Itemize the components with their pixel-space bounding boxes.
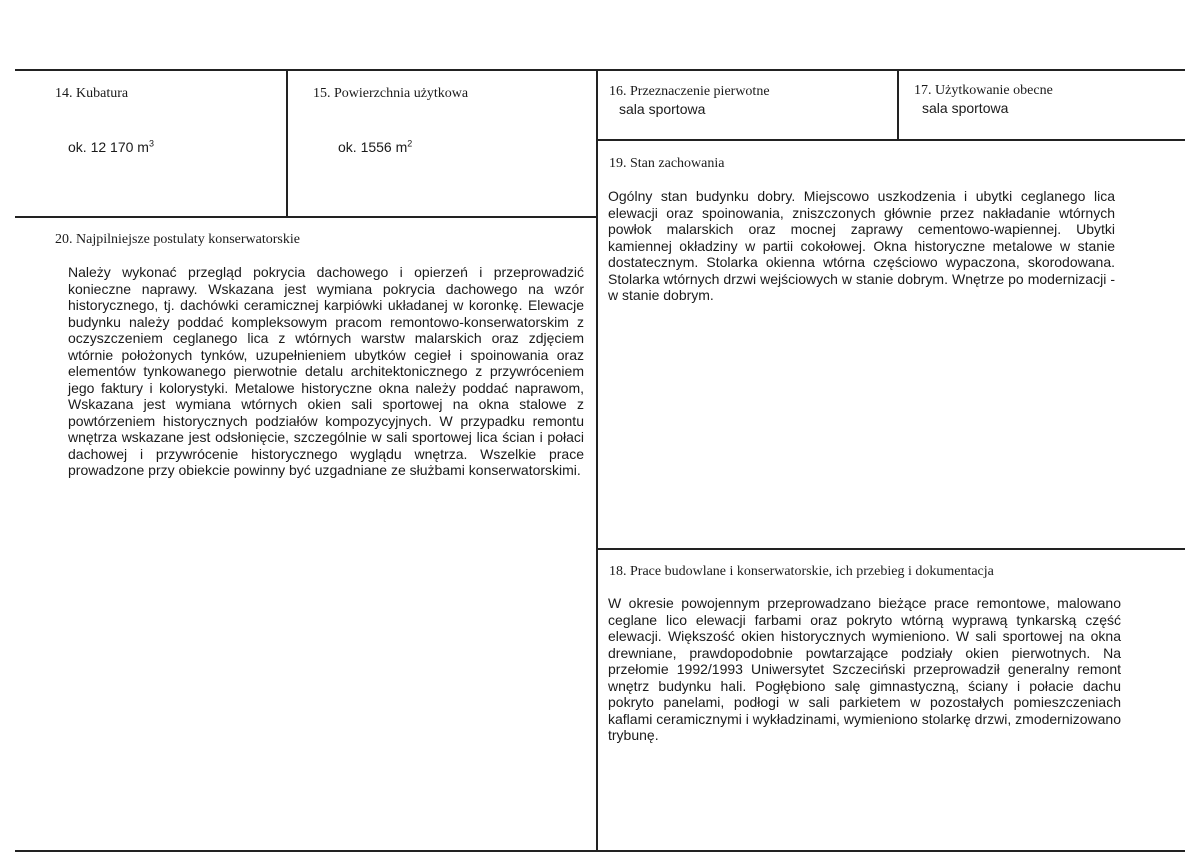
rule-above-18 <box>597 548 1185 550</box>
rule-above-20 <box>15 216 597 218</box>
stan-label: 19. Stan zachowania <box>609 156 725 171</box>
kubatura-value-sup: 3 <box>148 138 154 149</box>
rule-under-16-17 <box>597 139 1185 141</box>
powierzchnia-value-text: ok. 1556 m <box>338 139 408 155</box>
przeznaczenie-label: 16. Przeznaczenie pierwotne <box>609 84 770 99</box>
powierzchnia-value <box>338 139 412 155</box>
top-rule <box>15 69 1185 71</box>
stan-text: Ogólny stan budynku dobry. Miejscowo uszkodzenia i ubytki ceglanego lica elewacji oraz spoinowania, zniszczonych głównie przez nakładanie wtórnych powłok malarskich oraz mocnej zaprawy cementowo-wapiennej. Ubytki kamiennej okładziny w partii cokołowej. Okna historyczne metalowe w stanie dostatecznym. Stolarka okienna wtórna częściowo wypaczona, skorodowana. Stolarka wtórnych drzwi wejściowych w stanie dobrym. Wnętrze po modernizacji - w stanie dobrym. <box>608 188 1115 303</box>
bottom-rule <box>15 850 1185 852</box>
divider-14-15 <box>286 70 288 217</box>
uzytkowanie-label: 17. Użytkowanie obecne <box>914 83 1053 98</box>
kubatura-value-text: ok. 12 170 m <box>68 139 149 155</box>
postulaty-label: 20. Najpilniejsze postulaty konserwatorskie <box>55 232 300 247</box>
powierzchnia-value-sup: 2 <box>407 138 413 149</box>
postulaty-text: Należy wykonać przegląd pokrycia dachowego i opierzeń i przeprowadzić konieczne naprawy. Wskazana jest wymiana pokrycia dachowego na wzór historycznego, tj. dachówki ceramicznej karpiówki układanej w koronkę. Elewacje budynku należy poddać kompleksowym pracom remontowo-konserwatorskim z oczyszczeniem ceglanego lica z wtórnych warstw malarskich oraz zdjęciem wtórnie położonych tynków, uzupełnieniem ubytków cegieł i spoinowania oraz elementów tynkowanego pierwotnie detalu architektonicznego z przywróceniem jego faktury i kolorystyki. Metalowe historyczne okna należy poddać naprawom, Wskazana jest wymiana wtórnych okien sali sportowej na okna stalowe z powtórzeniem historycznych podziałów kompozycyjnych. W przypadku remontu wnętrza wskazane jest odsłonięcie, szczególnie w sali sportowej lica ścian i połaci dachowej i przywrócenie historycznego wyglądu wnętrza. Wszelkie prace prowadzone przy obiekcie powinny być uzgadniane ze służbami konserwatorskimi. <box>68 264 584 478</box>
uzytkowanie-value: sala sportowa <box>922 100 1009 116</box>
przeznaczenie-value: sala sportowa <box>619 101 706 117</box>
divider-16-17 <box>897 70 899 140</box>
prace-text: W okresie powojennym przeprowadzano bieżące prace remontowe, malowano ceglane lico elewacji farbami oraz pokryto wtórną wyprawą tynkarską część elewacji. Większość okien historycznych wymieniono. W sali sportowej na okna drewniane, prawdopodobnie powtarzające podziały okien pierwotnych. Na przełomie 1992/1993 Uniwersytet Szczeciński przeprowadził generalny remont wnętrz budynku hali. Pogłębiono salę gimnastyczną, ściany i połacie dachu pokryto panelami, podłogi w sali parkietem w pozostałych pomieszczeniach kaflami ceramicznymi i wykładzinami, wymieniono stolarkę drzwi, zmodernizowano trybunę. <box>608 595 1121 743</box>
kubatura-label: 14. Kubatura <box>55 86 129 101</box>
kubatura-value <box>68 139 154 155</box>
powierzchnia-label: 15. Powierzchnia użytkowa <box>313 86 469 101</box>
prace-label: 18. Prace budowlane i konserwatorskie, ich przebieg i dokumentacja <box>609 564 994 579</box>
divider-center <box>596 70 598 850</box>
